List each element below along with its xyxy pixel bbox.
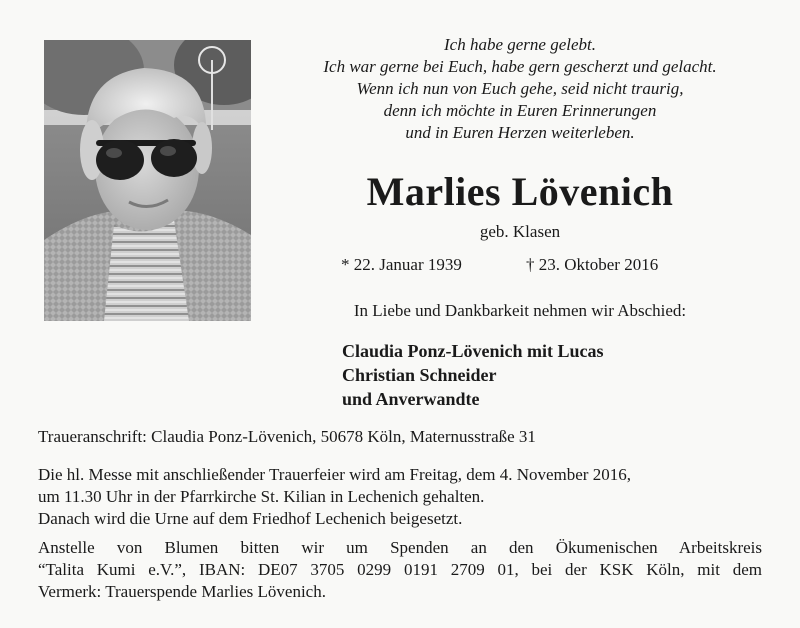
portrait-photo	[44, 40, 251, 321]
poem-line: Ich war gerne bei Euch, habe gern gescherzt und gelacht.	[323, 57, 717, 76]
poem-line: und in Euren Herzen weiterleben.	[405, 123, 635, 142]
poem-line: Wenn ich nun von Euch gehe, seid nicht traurig,	[356, 79, 684, 98]
service-line: Danach wird die Urne auf dem Friedhof Lechenich beigesetzt.	[38, 509, 463, 528]
mourner-line: Claudia Ponz-Lövenich mit Lucas	[342, 341, 604, 361]
death-date: † 23. Oktober 2016	[526, 255, 659, 274]
donation-line: Anstelle von Blumen bitten wir um Spenden an den Ökumenischen Arbeitskreis	[38, 538, 762, 557]
portrait-image	[44, 40, 251, 321]
memorial-poem	[262, 34, 778, 144]
mourners-list	[342, 339, 762, 411]
service-line: um 11.30 Uhr in der Pfarrkirche St. Kilian in Lechenich gehalten.	[38, 487, 485, 506]
donation-request	[38, 537, 762, 603]
poem-line: Ich habe gerne gelebt.	[444, 35, 596, 54]
mourner-line: Christian Schneider	[342, 365, 497, 385]
service-info	[38, 464, 778, 530]
donation-line: Vermerk: Trauerspende Marlies Lövenich.	[38, 582, 326, 601]
deceased-name: Marlies Lövenich	[366, 169, 674, 214]
maiden-name: geb. Klasen	[479, 222, 561, 241]
mourning-address: Traueranschrift: Claudia Ponz-Lövenich, 50678 Köln, Maternusstraße 31	[38, 427, 536, 446]
donation-line: “Talita Kumi e.V.”, IBAN: DE07 3705 0299 0191 2709 01, bei der KSK Köln, mit dem	[38, 560, 762, 579]
farewell-line: In Liebe und Dankbarkeit nehmen wir Abschied:	[353, 301, 687, 320]
birth-date: * 22. Januar 1939	[341, 255, 462, 274]
poem-line: denn ich möchte in Euren Erinnerungen	[383, 101, 657, 120]
service-line: Die hl. Messe mit anschließender Trauerfeier wird am Freitag, dem 4. November 2016,	[38, 465, 631, 484]
mourner-line: und Anverwandte	[342, 389, 480, 409]
